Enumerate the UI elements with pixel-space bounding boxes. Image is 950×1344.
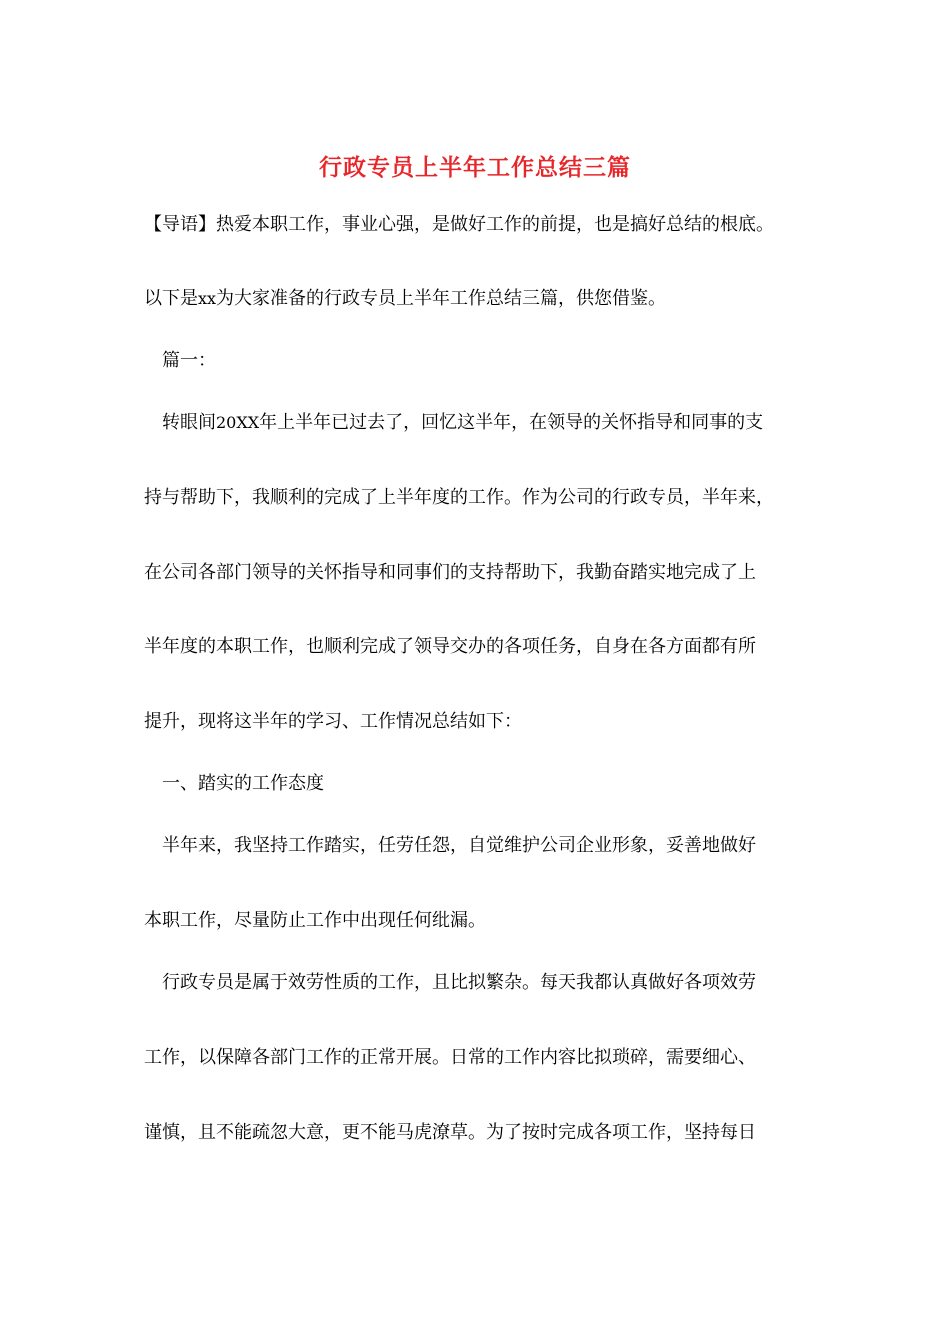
part-heading: 篇一：: [162, 350, 216, 371]
paragraph-3-line-2: 工作，以保障各部门工作的正常开展。日常的工作内容比拟琐碎，需要细心、: [144, 1047, 756, 1068]
intro-line-2-text-a: 以下是: [144, 288, 198, 309]
paragraph-1-line-4: 半年度的本职工作，也顺利完成了领导交办的各项任务，自身在各方面都有所: [144, 636, 756, 657]
paragraph-1-year: 20XX: [216, 413, 260, 432]
paragraph-1-line-5: 提升，现将这半年的学习、工作情况总结如下：: [144, 711, 522, 732]
paragraph-1-line-2: 持与帮助下，我顺利的完成了上半年度的工作。作为公司的行政专员，半年来，: [144, 487, 774, 508]
paragraph-1-text-a: 转眼间: [162, 412, 216, 433]
paragraph-1-line-1: [162, 408, 814, 438]
section-1-heading: 一、踏实的工作态度: [162, 773, 324, 794]
document-title: 行政专员上半年工作总结三篇: [319, 155, 631, 181]
paragraph-2-line-1: 半年来，我坚持工作踏实，任劳任怨，自觉维护公司企业形象，妥善地做好: [162, 835, 756, 856]
intro-line-2-text-c: 为大家准备的行政专员上半年工作总结三篇，供您借鉴。: [216, 288, 667, 309]
paragraph-1-line-3: 在公司各部门领导的关怀指导和同事们的支持帮助下，我勤奋踏实地完成了上: [144, 562, 756, 583]
paragraph-3-line-1: 行政专员是属于效劳性质的工作，且比拟繁杂。每天我都认真做好各项效劳: [162, 972, 756, 993]
intro-line-2: [144, 284, 814, 314]
paragraph-2-line-2: 本职工作，尽量防止工作中出现任何纰漏。: [144, 910, 486, 931]
intro-line-2-placeholder: xx: [198, 289, 217, 308]
intro-line-1: 【导语】热爱本职工作，事业心强，是做好工作的前提，也是搞好总结的根底。: [144, 214, 774, 235]
paragraph-1-text-c: 年上半年已过去了，回忆这半年，在领导的关怀指导和同事的支: [259, 412, 764, 433]
paragraph-3-line-3: 谨慎，且不能疏忽大意，更不能马虎潦草。为了按时完成各项工作，坚持每日: [144, 1122, 756, 1143]
